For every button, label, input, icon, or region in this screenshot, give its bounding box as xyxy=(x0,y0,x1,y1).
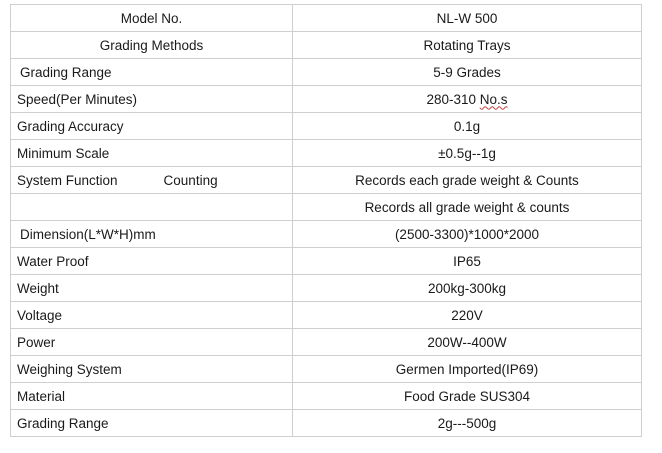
row-value: 220V xyxy=(293,302,642,329)
table-row xyxy=(11,194,642,221)
row-label: Grading Accuracy xyxy=(11,113,293,140)
row-label: Weight xyxy=(11,275,293,302)
row-label: Dimension(L*W*H)mm xyxy=(11,221,293,248)
table-row xyxy=(11,356,642,383)
row-label: Grading Range xyxy=(11,410,293,437)
row-label: Model No. xyxy=(11,5,293,32)
row-label: Power xyxy=(11,329,293,356)
row-value xyxy=(293,86,642,113)
table-row xyxy=(11,248,642,275)
row-label: Minimum Scale xyxy=(11,140,293,167)
row-value: Germen Imported(IP69) xyxy=(293,356,642,383)
row-value: 2g---500g xyxy=(293,410,642,437)
table-row xyxy=(11,113,642,140)
row-value: (2500-3300)*1000*2000 xyxy=(293,221,642,248)
row-label: Voltage xyxy=(11,302,293,329)
row-value: NL-W 500 xyxy=(293,5,642,32)
row-value: 200kg-300kg xyxy=(293,275,642,302)
table-row xyxy=(11,329,642,356)
row-value: 200W--400W xyxy=(293,329,642,356)
table-row xyxy=(11,302,642,329)
table-row xyxy=(11,32,642,59)
row-value: IP65 xyxy=(293,248,642,275)
table-row xyxy=(11,59,642,86)
speed-unit: No.s xyxy=(479,91,508,107)
counting-label: Counting xyxy=(163,172,218,188)
table-row xyxy=(11,221,642,248)
row-label: Speed(Per Minutes) xyxy=(11,86,293,113)
row-value: Rotating Trays xyxy=(293,32,642,59)
spec-table xyxy=(10,4,642,437)
row-label xyxy=(11,167,293,194)
row-label: Weighing System xyxy=(11,356,293,383)
speed-value: 280-310 xyxy=(426,91,476,107)
row-value: ±0.5g--1g xyxy=(293,140,642,167)
table-row xyxy=(11,167,642,194)
row-label: Water Proof xyxy=(11,248,293,275)
table-row xyxy=(11,5,642,32)
system-function-label: System Function xyxy=(17,172,118,188)
row-value: Records each grade weight & Counts xyxy=(293,167,642,194)
table-row xyxy=(11,383,642,410)
row-value: 0.1g xyxy=(293,113,642,140)
table-row xyxy=(11,140,642,167)
row-label: Material xyxy=(11,383,293,410)
table-row xyxy=(11,275,642,302)
table-row xyxy=(11,410,642,437)
row-value: 5-9 Grades xyxy=(293,59,642,86)
row-label: Grading Methods xyxy=(11,32,293,59)
row-value: Food Grade SUS304 xyxy=(293,383,642,410)
row-label: Grading Range xyxy=(11,59,293,86)
row-value: Records all grade weight & counts xyxy=(293,194,642,221)
row-label xyxy=(11,194,293,221)
table-row xyxy=(11,86,642,113)
